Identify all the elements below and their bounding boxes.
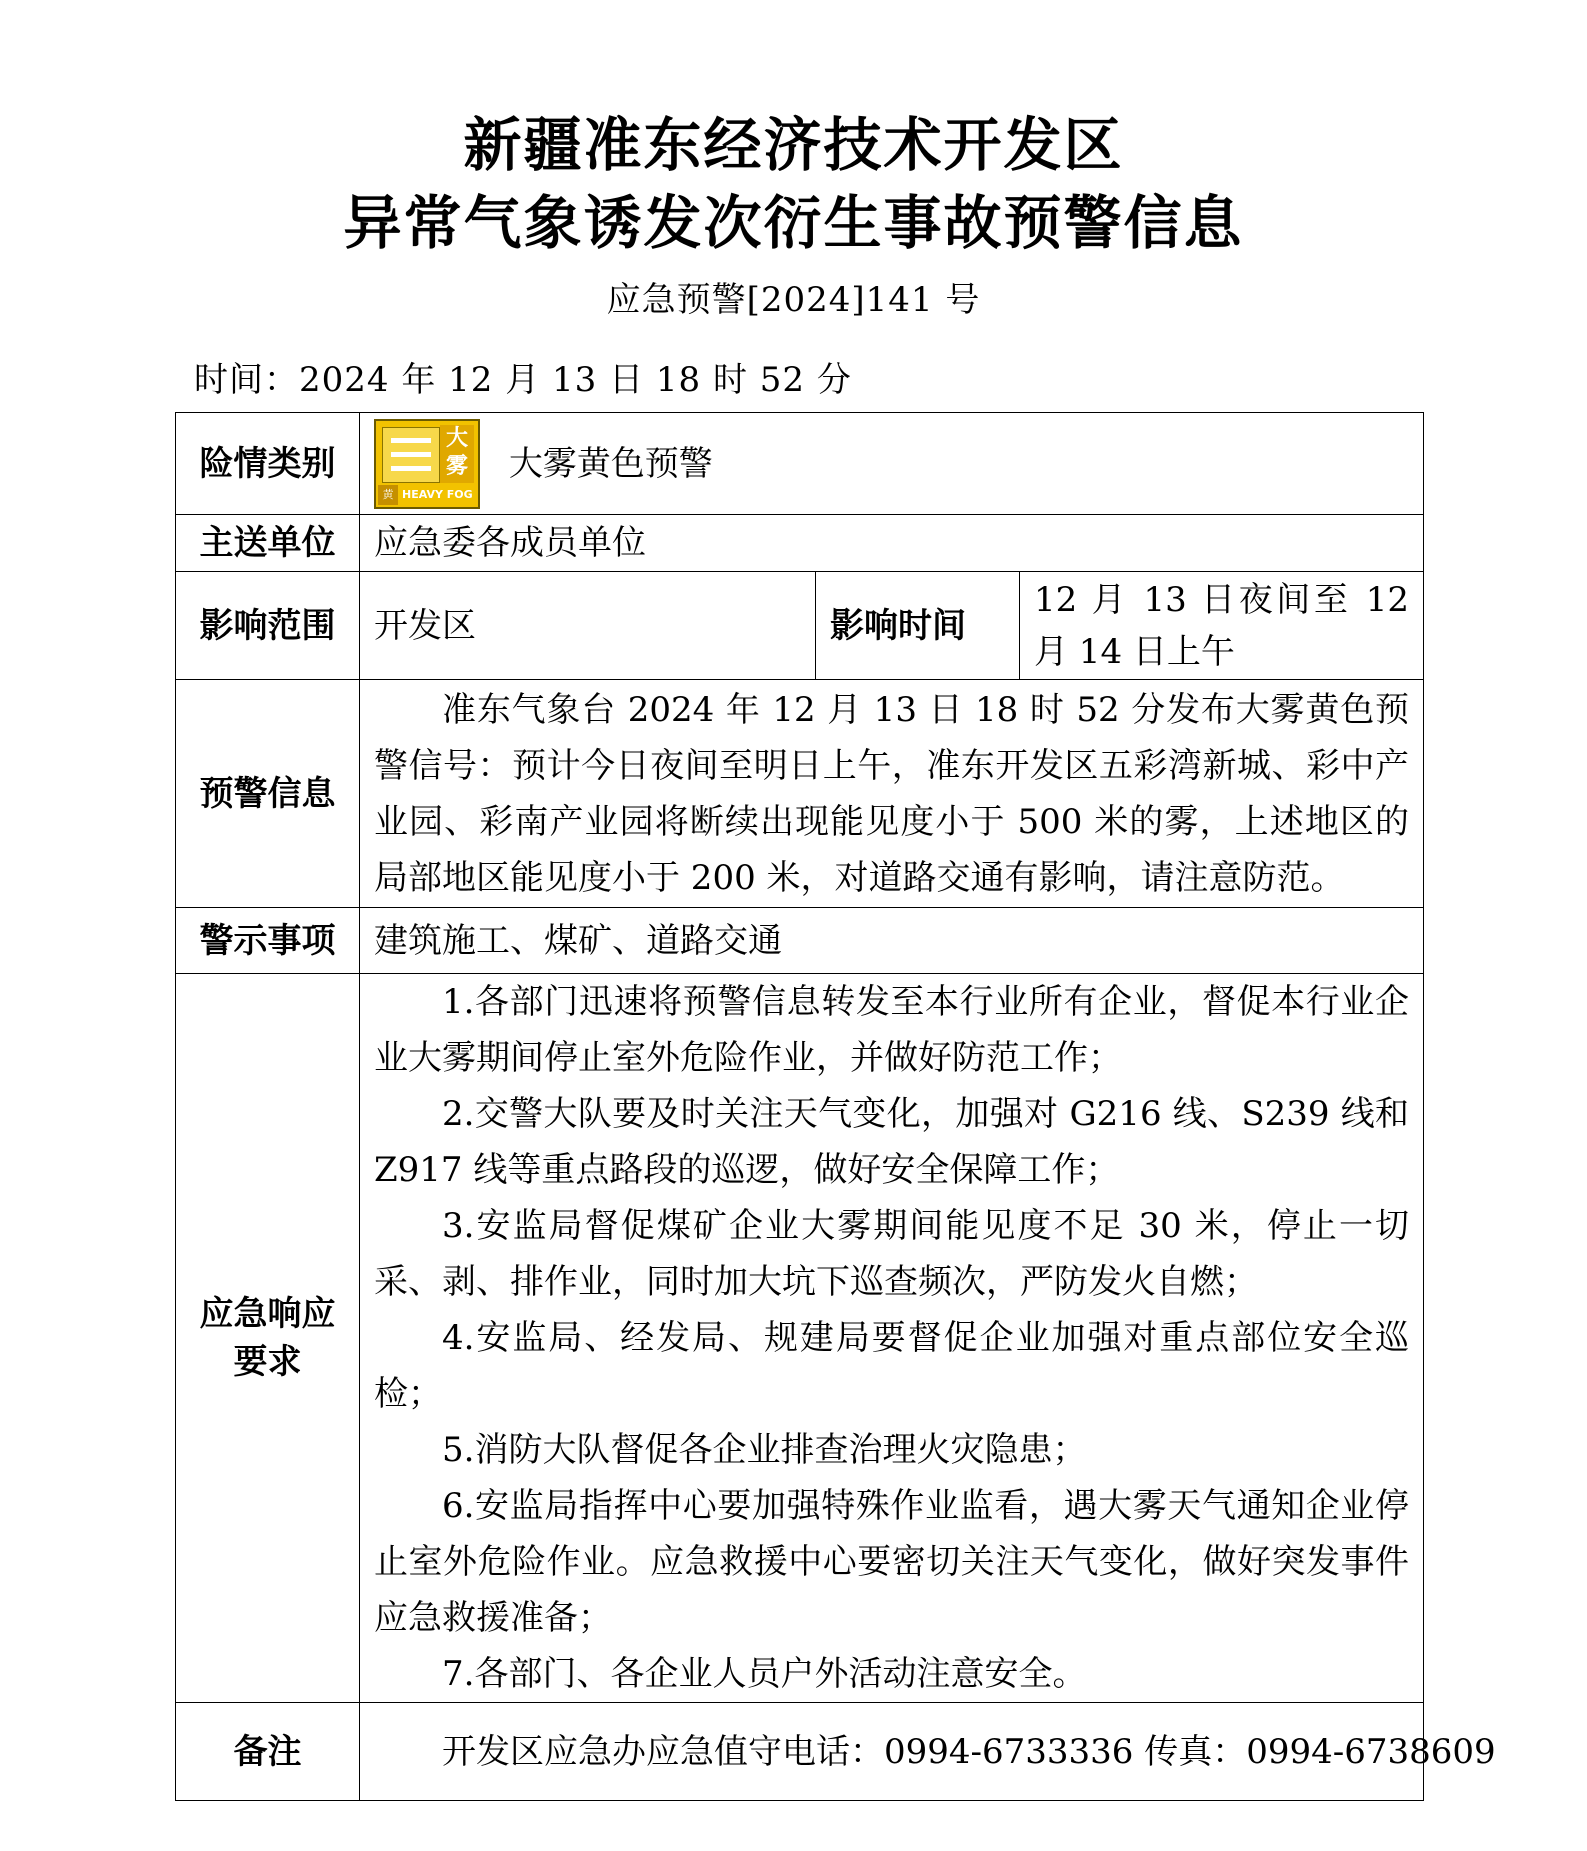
row-remarks [176, 1703, 1424, 1801]
issue-time: 时间：2024 年 12 月 13 日 18 时 52 分 [194, 360, 852, 400]
recipients-label: 主送单位 [176, 515, 360, 572]
row-recipients [176, 515, 1424, 572]
title-line-1: 新疆准东经济技术开发区 [463, 111, 1124, 179]
category-value: 大雾黄色预警 [508, 443, 713, 484]
response-label-line-1: 应急响应 [199, 1294, 336, 1334]
response-label [176, 974, 360, 1703]
row-category [176, 413, 1424, 515]
response-label-line-2: 要求 [233, 1342, 302, 1382]
warnings-label: 警示事项 [176, 908, 360, 974]
remarks-value: 开发区应急办应急值守电话：0994-6733336 传真：0994-6738609 [442, 1731, 1496, 1772]
response-item: 3.安监局督促煤矿企业大雾期间能见度不足 30 米，停止一切采、剥、排作业，同时加大坑下巡查频次，严防发火自燃； [374, 1206, 1410, 1302]
response-cell [360, 974, 1424, 1703]
heavy-fog-yellow-warning-icon [374, 419, 480, 509]
warning-bars-icon [382, 427, 440, 483]
time-label: 影响时间 [816, 572, 1020, 680]
remarks-label: 备注 [176, 1703, 360, 1801]
response-item: 1.各部门迅速将预警信息转发至本行业所有企业，督促本行业企业大雾期间停止室外危险作业，并做好防范工作； [374, 982, 1410, 1078]
info-text: 准东气象台 2024 年 12 月 13 日 18 时 52 分发布大雾黄色预警信号：预计今日夜间至明日上午，准东开发区五彩湾新城、彩中产业园、彩南产业园将断续出现能见度小于 500 米的雾，上述地区的局部地区能见度小于 200 米，对道路交通有影响，请注意防范。 [374, 689, 1410, 898]
document-number: 应急预警[2024]141 号 [606, 280, 981, 320]
category-label: 险情类别 [176, 413, 360, 515]
row-warnings [176, 908, 1424, 974]
category-cell [360, 413, 1424, 515]
row-response [176, 974, 1424, 1703]
response-item: 2.交警大队要及时关注天气变化，加强对 G216 线、S239 线和 Z917 线等重点路段的巡逻，做好安全保障工作； [374, 1094, 1410, 1190]
remarks-cell [360, 1703, 1496, 1801]
response-item: 7.各部门、各企业人员户外活动注意安全。 [442, 1654, 1087, 1694]
time-value: 12 月 13 日夜间至 12 月 14 日上午 [1020, 572, 1424, 680]
title-line-2: 异常气象诱发次衍生事故预警信息 [343, 189, 1244, 257]
badge-glyph-1: 大 [445, 425, 468, 451]
badge-glyphs [440, 425, 474, 483]
response-item: 5.消防大队督促各企业排查治理火灾隐患； [442, 1430, 1087, 1470]
warning-table [175, 412, 1496, 1801]
badge-level: 黄 [378, 485, 398, 505]
response-item: 4.安监局、经发局、规建局要督促企业加强对重点部位安全巡检； [374, 1318, 1410, 1414]
response-item: 6.安监局指挥中心要加强特殊作业监看，遇大雾天气通知企业停止室外危险作业。应急救援中心要密切关注天气变化，做好突发事件应急救援准备； [374, 1486, 1410, 1638]
row-info [176, 680, 1424, 908]
info-cell [360, 680, 1424, 908]
scope-value: 开发区 [360, 572, 816, 680]
badge-footer [378, 485, 476, 505]
warnings-value: 建筑施工、煤矿、道路交通 [360, 908, 1424, 974]
recipients-value: 应急委各成员单位 [360, 515, 1424, 572]
row-scope [176, 572, 1424, 680]
scope-label: 影响范围 [176, 572, 360, 680]
badge-glyph-2: 雾 [445, 453, 468, 479]
info-label: 预警信息 [176, 680, 360, 908]
badge-english: HEAVY FOG [402, 487, 473, 501]
